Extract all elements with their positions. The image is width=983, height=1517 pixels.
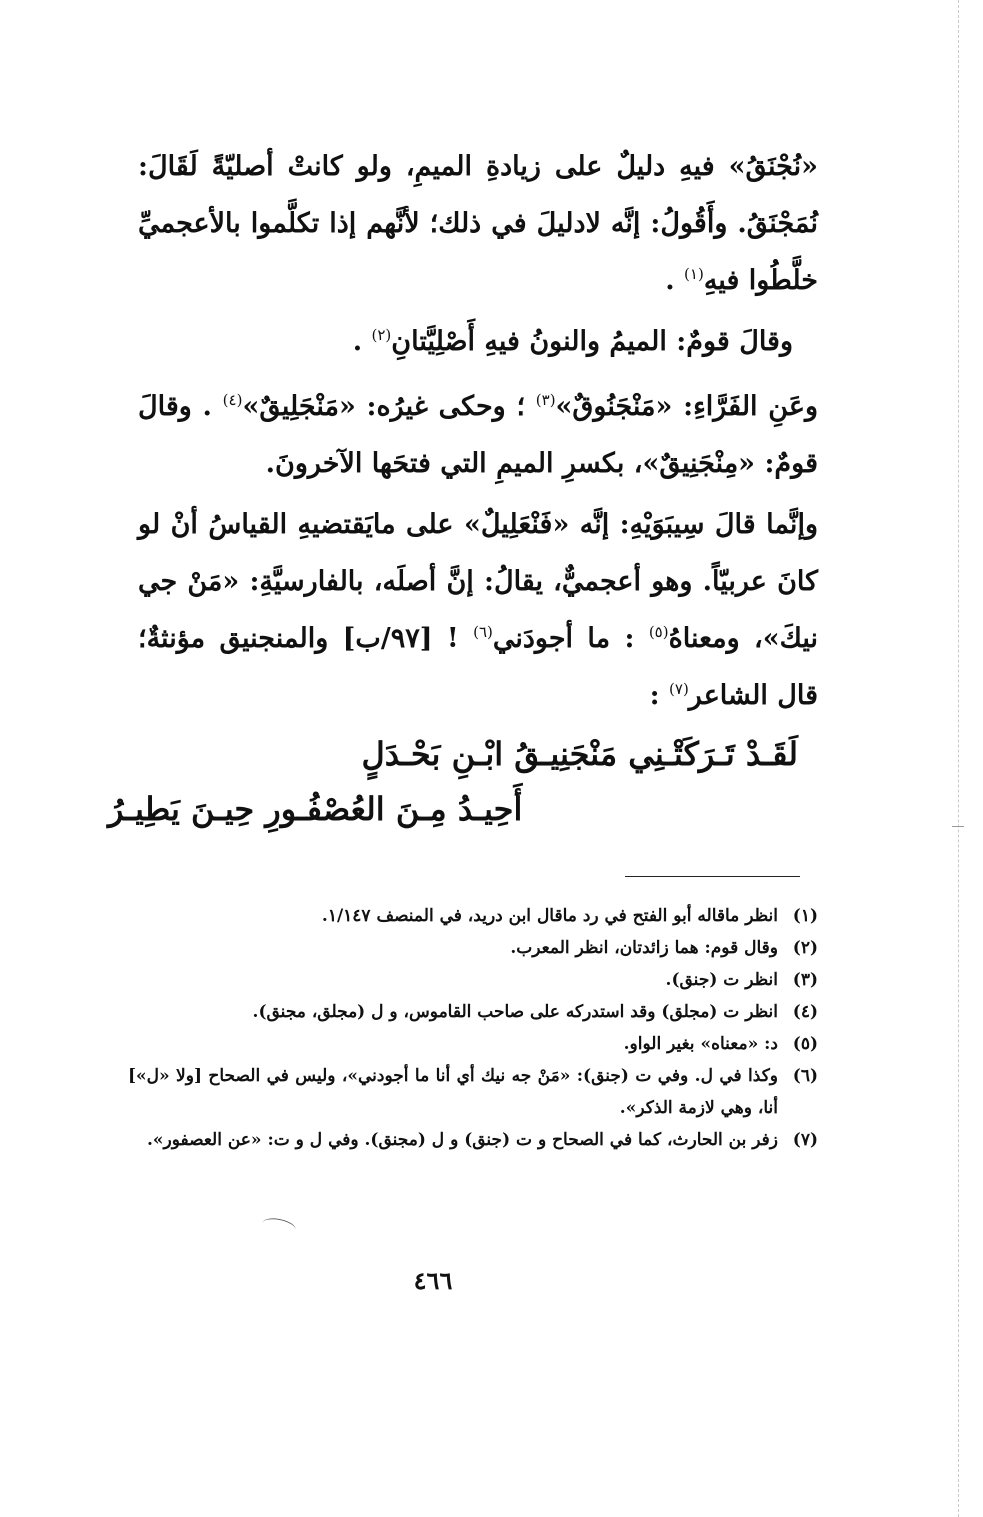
footnote-ref-6: (٦) (473, 623, 493, 641)
paragraph-2-end: . (352, 326, 372, 357)
footnotes-list (128, 900, 818, 1156)
footnote-ref-7: (٧) (669, 680, 689, 698)
paragraph-4-mid2: ! [٩٧/ب] والمنجنيق مؤنثةٌ؛ قال الشاعر (138, 623, 818, 711)
verse-line-2: أَحِيـدُ مِـنَ العُصْفُـورِ حِيـنَ يَطِيـرُ (108, 790, 523, 828)
scan-edge-line (958, 0, 959, 1517)
footnote-text: انظر ت (مجلق) وقد استدركه على صاحب القاموس، و ل (مجلق، مجنق). (252, 1002, 778, 1022)
footnote-text: انظر ماقاله أبو الفتح في رد ماقال ابن دريد، في المنصف ١/١٤٧. (321, 906, 778, 926)
paragraph-3-end: . وقالَ قومٌ: «مِنْجَنِيقٌ»، بكسرِ الميمِ التي فتحَها الآخرونَ. (138, 391, 818, 479)
page-number: ٤٦٦ (413, 1266, 453, 1295)
footnote-text: وقال قوم: هما زائدتان، انظر المعرب. (510, 938, 778, 958)
paragraph-4 (138, 496, 818, 724)
paragraph-2 (113, 313, 793, 370)
verse-line-1: لَقَـدْ تَـرَكَتْـنِي مَنْجَنِيـقُ ابْـنِ بَحْـدَلٍ (361, 735, 798, 773)
footnote-number: (٢) (792, 938, 818, 958)
footnote-item (128, 1028, 818, 1060)
footnote-number: (٣) (792, 970, 818, 990)
paragraph-2-text: وقالَ قومٌ: الميمُ والنونُ فيهِ أَصْلِيَّتانِ (391, 326, 793, 357)
footnote-ref-2: (٢) (371, 326, 392, 344)
footnote-ref-5: (٥) (648, 623, 669, 641)
footnote-number: (٥) (792, 1034, 818, 1054)
footnote-item (128, 996, 818, 1028)
footnote-ref-4: (٤) (222, 391, 243, 409)
footnote-text: انظر ت (جنق). (665, 970, 778, 990)
paragraph-3-text: وعَنِ الفَرَّاءِ: «مَنْجَنُوقٌ» (555, 391, 818, 422)
footnote-number: (٧) (792, 1130, 818, 1150)
paragraph-4-end: : (649, 680, 670, 711)
stray-pen-mark (261, 1216, 297, 1238)
footnote-item (128, 900, 818, 932)
paragraph-1 (138, 138, 818, 309)
footnote-item (128, 1124, 818, 1156)
paragraph-1-end: . (665, 265, 685, 296)
footnote-item (128, 1060, 818, 1124)
footnote-number: (١) (792, 906, 818, 926)
paragraph-4-mid: : ما أجودَني (492, 623, 649, 654)
footnote-ref-3: (٣) (535, 391, 556, 409)
footnote-number: (٤) (792, 1002, 818, 1022)
paragraph-1-text: «نُجْنَقُ» فيهِ دليلٌ على زيادةِ الميمِ، ولو كانتْ أصليّةً لَقَالَ: نُمَجْنَقُ. وأَقُولُ: إنَّه لادليلَ في ذلك؛ لأنَّهم إذا تكلَّموا بالأعجميِّ خلَّطُوا فيهِ (138, 151, 818, 296)
paragraph-4-text: وإنَّما قالَ سِيبَوَيْهِ: إنَّه «فَنْعَلِيلٌ» على مايَقتضيهِ القياسُ أنْ لو كانَ عربيّاً. وهو أعجميٌّ، يقالُ: إنَّ أصلَه، بالفارسيَّةِ: «مَنْ جي نيكَ»، ومعناهُ (138, 509, 819, 654)
footnote-text: د: «معناه» بغير الواو. (623, 1034, 778, 1054)
paragraph-3-mid: ؛ وحكى غيرُه: «مَنْجَلِيقٌ» (242, 391, 536, 422)
footnote-item (128, 964, 818, 996)
paragraph-3 (138, 378, 818, 492)
footnote-item (128, 932, 818, 964)
footnote-text: وكذا في ل. وفي ت (جنق): «مَنْ جه نيك أي أنا ما أجودني»، وليس في الصحاح [ولا «ل»] أنا، وهي لازمة الذكر». (128, 1066, 778, 1118)
footnote-separator (625, 876, 800, 877)
scan-mark (952, 826, 964, 827)
footnote-text: زفر بن الحارث، كما في الصحاح و ت (جنق) و ل (مجنق). وفي ل و ت: «عن العصفور». (146, 1130, 778, 1150)
footnote-number: (٦) (792, 1066, 818, 1086)
footnote-ref-1: (١) (684, 265, 704, 283)
